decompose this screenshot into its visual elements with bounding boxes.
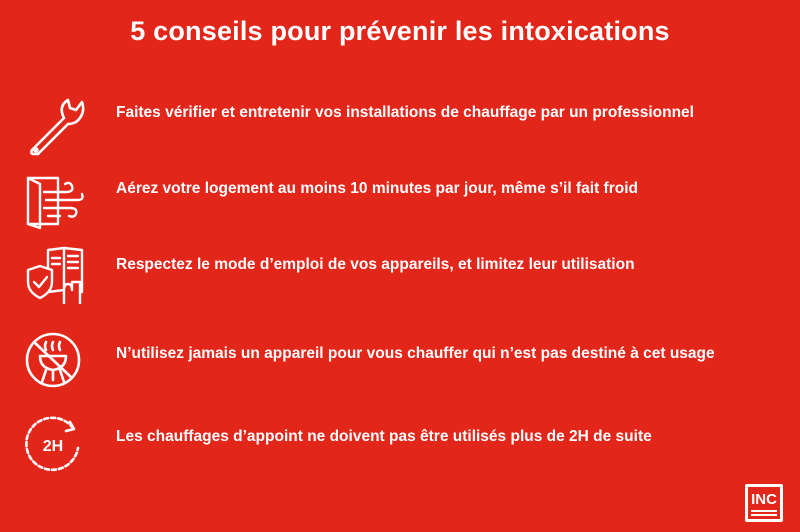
tip-text: Aérez votre logement au moins 10 minutes par jour, même s’il fait froid xyxy=(116,180,638,197)
logo-text: INC xyxy=(751,491,777,508)
two-hours-clock-icon xyxy=(20,414,86,474)
tip-item-heating-maintenance xyxy=(20,96,790,156)
tip-item-ventilation xyxy=(20,172,790,232)
wrench-icon xyxy=(20,96,86,156)
ventilation-window-icon xyxy=(20,172,86,232)
tip-item-user-manual xyxy=(20,244,790,304)
tip-text: Faites vérifier et entretenir vos installations de chauffage par un professionnel xyxy=(116,104,694,121)
tip-text: Les chauffages d’appoint ne doivent pas être utilisés plus de 2H de suite xyxy=(116,428,652,445)
tip-text: Respectez le mode d’emploi de vos appareils, et limitez leur utilisation xyxy=(116,256,635,273)
no-barbecue-icon xyxy=(20,330,86,390)
tip-item-no-misuse xyxy=(20,330,790,390)
page-title: 5 conseils pour prévenir les intoxications xyxy=(130,16,670,46)
tip-item-two-hours xyxy=(20,414,790,474)
tip-text: N’utilisez jamais un appareil pour vous chauffer qui n’est pas destiné à cet usage xyxy=(116,345,715,362)
clock-label: 2H xyxy=(42,438,64,455)
manual-shield-icon xyxy=(20,244,86,304)
inc-logo xyxy=(745,484,783,522)
